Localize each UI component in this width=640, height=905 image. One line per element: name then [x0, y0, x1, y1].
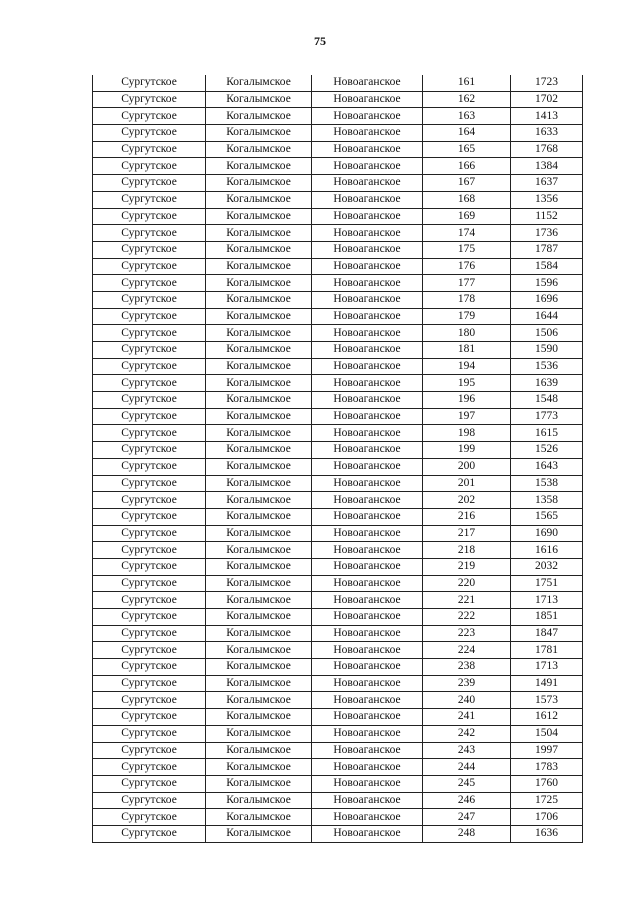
field-cell: Сургутское	[93, 542, 206, 559]
well-number-cell: 174	[423, 225, 511, 242]
well-number-cell: 246	[423, 792, 511, 809]
field-cell: Сургутское	[93, 358, 206, 375]
field-cell: Сургутское	[93, 392, 206, 409]
field-cell: Сургутское	[93, 592, 206, 609]
deposit-cell: Когалымское	[206, 542, 312, 559]
table-row	[93, 342, 583, 359]
table-row	[93, 558, 583, 575]
field-cell: Сургутское	[93, 492, 206, 509]
deposit-cell: Когалымское	[206, 225, 312, 242]
table-row	[93, 75, 583, 91]
area-cell: Новоаганское	[312, 191, 423, 208]
deposit-cell: Когалымское	[206, 291, 312, 308]
well-number-cell: 239	[423, 675, 511, 692]
depth-cell: 1690	[511, 525, 583, 542]
depth-cell: 1358	[511, 492, 583, 509]
table-row	[93, 692, 583, 709]
field-cell: Сургутское	[93, 742, 206, 759]
deposit-cell: Когалымское	[206, 241, 312, 258]
well-number-cell: 176	[423, 258, 511, 275]
deposit-cell: Когалымское	[206, 408, 312, 425]
field-cell: Сургутское	[93, 558, 206, 575]
depth-cell: 1751	[511, 575, 583, 592]
well-number-cell: 168	[423, 191, 511, 208]
table-row	[93, 775, 583, 792]
deposit-cell: Когалымское	[206, 642, 312, 659]
well-number-cell: 243	[423, 742, 511, 759]
area-cell: Новоаганское	[312, 425, 423, 442]
depth-cell: 1696	[511, 291, 583, 308]
well-number-cell: 244	[423, 759, 511, 776]
depth-cell: 1615	[511, 425, 583, 442]
area-cell: Новоаганское	[312, 408, 423, 425]
well-number-cell: 199	[423, 442, 511, 459]
area-cell: Новоаганское	[312, 558, 423, 575]
depth-cell: 1787	[511, 241, 583, 258]
area-cell: Новоаганское	[312, 542, 423, 559]
area-cell: Новоаганское	[312, 125, 423, 142]
well-number-cell: 165	[423, 141, 511, 158]
table-row	[93, 258, 583, 275]
table-row	[93, 442, 583, 459]
field-cell: Сургутское	[93, 225, 206, 242]
area-cell: Новоаганское	[312, 108, 423, 125]
area-cell: Новоаганское	[312, 642, 423, 659]
depth-cell: 1584	[511, 258, 583, 275]
field-cell: Сургутское	[93, 308, 206, 325]
deposit-cell: Когалымское	[206, 759, 312, 776]
area-cell: Новоаганское	[312, 375, 423, 392]
depth-cell: 1643	[511, 458, 583, 475]
deposit-cell: Когалымское	[206, 508, 312, 525]
field-cell: Сургутское	[93, 275, 206, 292]
area-cell: Новоаганское	[312, 825, 423, 842]
area-cell: Новоаганское	[312, 291, 423, 308]
area-cell: Новоаганское	[312, 759, 423, 776]
deposit-cell: Когалымское	[206, 208, 312, 225]
depth-cell: 1783	[511, 759, 583, 776]
area-cell: Новоаганское	[312, 158, 423, 175]
table-row	[93, 175, 583, 192]
depth-cell: 1548	[511, 392, 583, 409]
field-cell: Сургутское	[93, 158, 206, 175]
area-cell: Новоаганское	[312, 492, 423, 509]
deposit-cell: Когалымское	[206, 125, 312, 142]
depth-cell: 2032	[511, 558, 583, 575]
deposit-cell: Когалымское	[206, 809, 312, 826]
well-number-cell: 181	[423, 342, 511, 359]
table-row	[93, 475, 583, 492]
deposit-cell: Когалымское	[206, 709, 312, 726]
field-cell: Сургутское	[93, 458, 206, 475]
area-cell: Новоаганское	[312, 225, 423, 242]
deposit-cell: Когалымское	[206, 492, 312, 509]
deposit-cell: Когалымское	[206, 158, 312, 175]
field-cell: Сургутское	[93, 425, 206, 442]
deposit-cell: Когалымское	[206, 308, 312, 325]
table-row	[93, 525, 583, 542]
table-row	[93, 108, 583, 125]
area-cell: Новоаганское	[312, 342, 423, 359]
field-cell: Сургутское	[93, 525, 206, 542]
field-cell: Сургутское	[93, 241, 206, 258]
table-row	[93, 792, 583, 809]
field-cell: Сургутское	[93, 659, 206, 676]
field-cell: Сургутское	[93, 91, 206, 108]
area-cell: Новоаганское	[312, 442, 423, 459]
well-number-cell: 198	[423, 425, 511, 442]
field-cell: Сургутское	[93, 709, 206, 726]
deposit-cell: Когалымское	[206, 775, 312, 792]
field-cell: Сургутское	[93, 175, 206, 192]
deposit-cell: Когалымское	[206, 725, 312, 742]
table-row	[93, 91, 583, 108]
well-number-cell: 201	[423, 475, 511, 492]
depth-cell: 1851	[511, 609, 583, 626]
depth-cell: 1637	[511, 175, 583, 192]
well-number-cell: 242	[423, 725, 511, 742]
deposit-cell: Когалымское	[206, 325, 312, 342]
depth-cell: 1573	[511, 692, 583, 709]
area-cell: Новоаганское	[312, 525, 423, 542]
well-number-cell: 219	[423, 558, 511, 575]
well-number-cell: 240	[423, 692, 511, 709]
field-cell: Сургутское	[93, 809, 206, 826]
depth-cell: 1644	[511, 308, 583, 325]
field-cell: Сургутское	[93, 208, 206, 225]
table-row	[93, 508, 583, 525]
deposit-cell: Когалымское	[206, 592, 312, 609]
deposit-cell: Когалымское	[206, 692, 312, 709]
table-row	[93, 825, 583, 842]
field-cell: Сургутское	[93, 141, 206, 158]
table-row	[93, 225, 583, 242]
field-cell: Сургутское	[93, 75, 206, 91]
well-number-cell: 247	[423, 809, 511, 826]
table-row	[93, 725, 583, 742]
area-cell: Новоаганское	[312, 141, 423, 158]
deposit-cell: Когалымское	[206, 425, 312, 442]
area-cell: Новоаганское	[312, 775, 423, 792]
well-number-cell: 178	[423, 291, 511, 308]
depth-cell: 1526	[511, 442, 583, 459]
table-row	[93, 492, 583, 509]
field-cell: Сургутское	[93, 759, 206, 776]
field-cell: Сургутское	[93, 675, 206, 692]
depth-cell: 1639	[511, 375, 583, 392]
depth-cell: 1413	[511, 108, 583, 125]
area-cell: Новоаганское	[312, 592, 423, 609]
area-cell: Новоаганское	[312, 275, 423, 292]
deposit-cell: Когалымское	[206, 625, 312, 642]
depth-cell: 1152	[511, 208, 583, 225]
deposit-cell: Когалымское	[206, 442, 312, 459]
field-cell: Сургутское	[93, 442, 206, 459]
well-number-cell: 216	[423, 508, 511, 525]
table-row	[93, 208, 583, 225]
well-number-cell: 169	[423, 208, 511, 225]
depth-cell: 1760	[511, 775, 583, 792]
table-row	[93, 408, 583, 425]
field-cell: Сургутское	[93, 375, 206, 392]
well-number-cell: 195	[423, 375, 511, 392]
well-number-cell: 179	[423, 308, 511, 325]
field-cell: Сургутское	[93, 825, 206, 842]
table-row	[93, 642, 583, 659]
area-cell: Новоаганское	[312, 692, 423, 709]
well-number-cell: 202	[423, 492, 511, 509]
field-cell: Сургутское	[93, 642, 206, 659]
well-number-cell: 248	[423, 825, 511, 842]
well-number-cell: 162	[423, 91, 511, 108]
deposit-cell: Когалымское	[206, 675, 312, 692]
area-cell: Новоаганское	[312, 659, 423, 676]
deposit-cell: Когалымское	[206, 342, 312, 359]
table-row	[93, 675, 583, 692]
area-cell: Новоаганское	[312, 675, 423, 692]
deposit-cell: Когалымское	[206, 525, 312, 542]
well-number-cell: 245	[423, 775, 511, 792]
depth-cell: 1596	[511, 275, 583, 292]
deposit-cell: Когалымское	[206, 475, 312, 492]
well-number-cell: 197	[423, 408, 511, 425]
deposit-cell: Когалымское	[206, 108, 312, 125]
well-number-cell: 200	[423, 458, 511, 475]
deposit-cell: Когалымское	[206, 91, 312, 108]
deposit-cell: Когалымское	[206, 141, 312, 158]
well-number-cell: 164	[423, 125, 511, 142]
field-cell: Сургутское	[93, 575, 206, 592]
area-cell: Новоаганское	[312, 709, 423, 726]
area-cell: Новоаганское	[312, 609, 423, 626]
area-cell: Новоаганское	[312, 742, 423, 759]
field-cell: Сургутское	[93, 191, 206, 208]
well-number-cell: 194	[423, 358, 511, 375]
depth-cell: 1504	[511, 725, 583, 742]
area-cell: Новоаганское	[312, 792, 423, 809]
field-cell: Сургутское	[93, 108, 206, 125]
depth-cell: 1356	[511, 191, 583, 208]
table-row	[93, 809, 583, 826]
well-number-cell: 241	[423, 709, 511, 726]
table-row	[93, 709, 583, 726]
field-cell: Сургутское	[93, 342, 206, 359]
deposit-cell: Когалымское	[206, 175, 312, 192]
area-cell: Новоаганское	[312, 258, 423, 275]
field-cell: Сургутское	[93, 325, 206, 342]
depth-cell: 1768	[511, 141, 583, 158]
table-row	[93, 609, 583, 626]
table-row	[93, 625, 583, 642]
depth-cell: 1636	[511, 825, 583, 842]
field-cell: Сургутское	[93, 792, 206, 809]
field-cell: Сургутское	[93, 609, 206, 626]
table-row	[93, 659, 583, 676]
area-cell: Новоаганское	[312, 91, 423, 108]
table-row	[93, 158, 583, 175]
depth-cell: 1506	[511, 325, 583, 342]
table-row	[93, 291, 583, 308]
depth-cell: 1565	[511, 508, 583, 525]
table-row	[93, 375, 583, 392]
table-row	[93, 458, 583, 475]
deposit-cell: Когалымское	[206, 75, 312, 91]
area-cell: Новоаганское	[312, 475, 423, 492]
depth-cell: 1616	[511, 542, 583, 559]
page-number: 75	[314, 34, 326, 48]
depth-cell: 1997	[511, 742, 583, 759]
table-row	[93, 742, 583, 759]
deposit-cell: Когалымское	[206, 609, 312, 626]
area-cell: Новоаганское	[312, 458, 423, 475]
area-cell: Новоаганское	[312, 325, 423, 342]
field-cell: Сургутское	[93, 291, 206, 308]
depth-cell: 1736	[511, 225, 583, 242]
field-cell: Сургутское	[93, 625, 206, 642]
depth-cell: 1781	[511, 642, 583, 659]
depth-cell: 1538	[511, 475, 583, 492]
table-row	[93, 125, 583, 142]
well-number-cell: 238	[423, 659, 511, 676]
table-row	[93, 575, 583, 592]
well-number-cell: 163	[423, 108, 511, 125]
depth-cell: 1706	[511, 809, 583, 826]
well-number-cell: 166	[423, 158, 511, 175]
deposit-cell: Когалымское	[206, 375, 312, 392]
well-number-cell: 224	[423, 642, 511, 659]
depth-cell: 1713	[511, 592, 583, 609]
well-number-cell: 221	[423, 592, 511, 609]
well-number-cell: 223	[423, 625, 511, 642]
table-row	[93, 325, 583, 342]
depth-cell: 1713	[511, 659, 583, 676]
depth-cell: 1773	[511, 408, 583, 425]
well-number-cell: 161	[423, 75, 511, 91]
deposit-cell: Когалымское	[206, 258, 312, 275]
table-row	[93, 275, 583, 292]
well-number-cell: 218	[423, 542, 511, 559]
area-cell: Новоаганское	[312, 175, 423, 192]
deposit-cell: Когалымское	[206, 825, 312, 842]
area-cell: Новоаганское	[312, 809, 423, 826]
field-cell: Сургутское	[93, 258, 206, 275]
area-cell: Новоаганское	[312, 392, 423, 409]
area-cell: Новоаганское	[312, 75, 423, 91]
well-number-cell: 196	[423, 392, 511, 409]
field-cell: Сургутское	[93, 408, 206, 425]
deposit-cell: Когалымское	[206, 575, 312, 592]
area-cell: Новоаганское	[312, 241, 423, 258]
table-row	[93, 392, 583, 409]
table-row	[93, 542, 583, 559]
depth-cell: 1491	[511, 675, 583, 692]
depth-cell: 1590	[511, 342, 583, 359]
deposit-cell: Когалымское	[206, 742, 312, 759]
deposit-cell: Когалымское	[206, 358, 312, 375]
table-row	[93, 241, 583, 258]
well-number-cell: 167	[423, 175, 511, 192]
area-cell: Новоаганское	[312, 725, 423, 742]
depth-cell: 1633	[511, 125, 583, 142]
deposit-cell: Когалымское	[206, 458, 312, 475]
area-cell: Новоаганское	[312, 358, 423, 375]
well-number-cell: 220	[423, 575, 511, 592]
depth-cell: 1723	[511, 75, 583, 91]
deposit-cell: Когалымское	[206, 392, 312, 409]
table-row	[93, 759, 583, 776]
deposit-cell: Когалымское	[206, 275, 312, 292]
well-number-cell: 180	[423, 325, 511, 342]
data-table	[92, 75, 583, 843]
well-number-cell: 222	[423, 609, 511, 626]
area-cell: Новоаганское	[312, 208, 423, 225]
table-row	[93, 308, 583, 325]
well-number-cell: 217	[423, 525, 511, 542]
depth-cell: 1725	[511, 792, 583, 809]
area-cell: Новоаганское	[312, 508, 423, 525]
well-number-cell: 177	[423, 275, 511, 292]
table-row	[93, 141, 583, 158]
field-cell: Сургутское	[93, 775, 206, 792]
depth-cell: 1847	[511, 625, 583, 642]
area-cell: Новоаганское	[312, 308, 423, 325]
table-row	[93, 425, 583, 442]
deposit-cell: Когалымское	[206, 792, 312, 809]
depth-cell: 1384	[511, 158, 583, 175]
table-row	[93, 191, 583, 208]
field-cell: Сургутское	[93, 125, 206, 142]
depth-cell: 1702	[511, 91, 583, 108]
well-number-cell: 175	[423, 241, 511, 258]
field-cell: Сургутское	[93, 725, 206, 742]
field-cell: Сургутское	[93, 508, 206, 525]
area-cell: Новоаганское	[312, 625, 423, 642]
table-row	[93, 358, 583, 375]
depth-cell: 1612	[511, 709, 583, 726]
field-cell: Сургутское	[93, 692, 206, 709]
field-cell: Сургутское	[93, 475, 206, 492]
depth-cell: 1536	[511, 358, 583, 375]
deposit-cell: Когалымское	[206, 191, 312, 208]
deposit-cell: Когалымское	[206, 558, 312, 575]
table-body	[93, 75, 583, 842]
area-cell: Новоаганское	[312, 575, 423, 592]
table-row	[93, 592, 583, 609]
deposit-cell: Когалымское	[206, 659, 312, 676]
